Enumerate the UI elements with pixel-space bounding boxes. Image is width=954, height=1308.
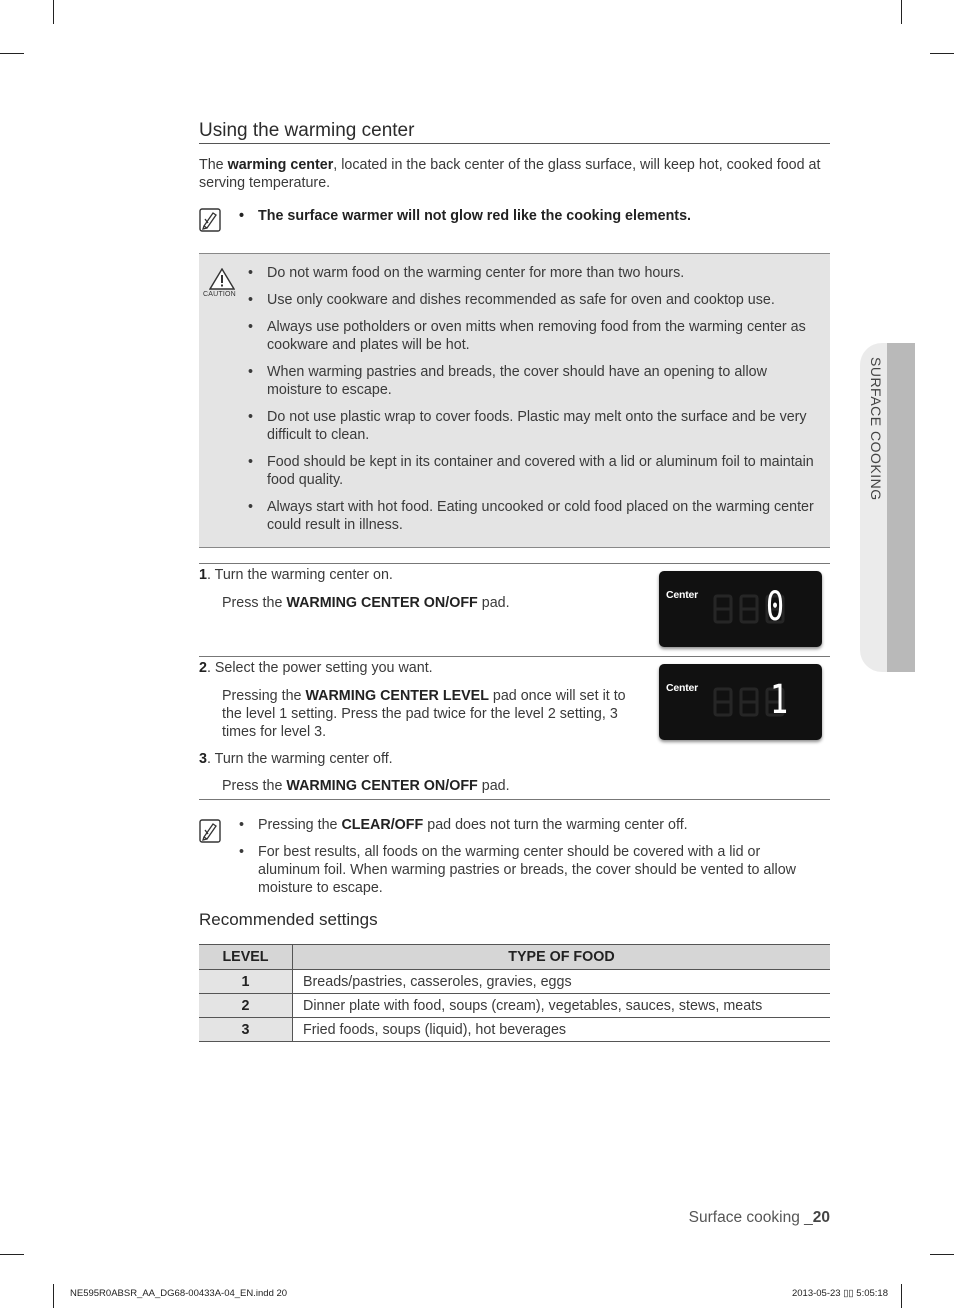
bullet: • bbox=[239, 208, 245, 224]
level-cell: 3 bbox=[199, 1018, 293, 1042]
step-detail-bold: WARMING CENTER ON/OFF bbox=[286, 595, 478, 611]
food-cell: Fried foods, soups (liquid), hot beverages bbox=[293, 1018, 831, 1042]
step-detail-text: pad. bbox=[477, 595, 510, 611]
caution-item: • Always use potholders or oven mitts when removing food from the warming center as cookware and plates will be hot. bbox=[248, 318, 820, 354]
slug-file: NE595R0ABSR_AA_DG68-00433A-04_EN.indd 20 bbox=[70, 1288, 288, 1299]
crop-mark bbox=[930, 53, 954, 54]
display-digit: 1 bbox=[770, 677, 789, 723]
intro-text: The bbox=[199, 157, 228, 173]
column-header-food: TYPE OF FOOD bbox=[293, 945, 831, 970]
intro-text-rest: , located in the back center of the glass surface, will keep hot, cooked food at serving temperature. bbox=[199, 157, 821, 191]
note-text: pad does not turn the warming center off. bbox=[423, 817, 688, 833]
caution-item: • Do not use plastic wrap to cover foods. Plastic may melt onto the surface and be very difficult to clean. bbox=[248, 408, 820, 444]
step-rule bbox=[199, 656, 830, 657]
display-label: Center bbox=[666, 682, 699, 694]
recommended-heading: Recommended settings bbox=[199, 910, 378, 929]
step-2-detail bbox=[199, 687, 644, 741]
step-rule bbox=[199, 799, 830, 800]
step-detail-bold: WARMING CENTER LEVEL bbox=[305, 688, 489, 704]
crop-mark bbox=[0, 53, 24, 54]
caution-box bbox=[199, 253, 830, 548]
caution-label: CAUTION bbox=[203, 291, 236, 298]
step-detail-text: Pressing the bbox=[222, 688, 306, 704]
step-number: 3 bbox=[199, 751, 207, 767]
title-rule bbox=[199, 143, 830, 144]
page-footer bbox=[600, 1209, 830, 1227]
side-tab-label: SURFACE COOKING bbox=[868, 357, 884, 501]
column-header-level: LEVEL bbox=[199, 945, 293, 970]
step-2 bbox=[199, 659, 644, 741]
slug-date: 2013-05-23 ▯▯ 5:05:18 bbox=[791, 1288, 888, 1299]
step-title-text: . Turn the warming center off. bbox=[206, 751, 393, 767]
table-row bbox=[199, 970, 830, 994]
note-icon bbox=[199, 819, 221, 843]
level-cell: 1 bbox=[199, 970, 293, 994]
crop-mark bbox=[901, 1284, 902, 1308]
level-cell: 2 bbox=[199, 994, 293, 1018]
crop-mark bbox=[53, 1284, 54, 1308]
crop-mark bbox=[930, 1254, 954, 1255]
side-tab-strip bbox=[887, 343, 915, 672]
step-3-detail bbox=[199, 777, 699, 795]
display-ghost-digits bbox=[711, 593, 811, 627]
caution-item: • Do not warm food on the warming center for more than two hours. bbox=[248, 264, 820, 282]
step-1 bbox=[199, 566, 639, 612]
note-2-item: • For best results, all foods on the warming center should be covered with a lid or aluminum foil. When warming pastries or breads, the cover should be vented to allow moisture to escape. bbox=[239, 843, 809, 897]
note-text: Pressing the bbox=[258, 817, 342, 833]
note-icon bbox=[199, 208, 221, 232]
note-bold: CLEAR/OFF bbox=[341, 817, 424, 833]
page-title: Using the warming center bbox=[199, 120, 415, 141]
step-1-detail bbox=[199, 594, 639, 612]
intro-paragraph bbox=[199, 156, 830, 192]
display-label: Center bbox=[666, 589, 699, 601]
table-header-row bbox=[199, 945, 830, 970]
crop-mark bbox=[53, 0, 54, 24]
table-row bbox=[199, 1018, 830, 1042]
step-3 bbox=[199, 750, 699, 795]
step-1-title bbox=[199, 566, 639, 584]
caution-item: • Always start with hot food. Eating uncooked or cold food placed on the warming center could result in illness. bbox=[248, 498, 820, 534]
step-detail-bold: WARMING CENTER ON/OFF bbox=[286, 778, 478, 794]
step-detail-text: Press the bbox=[222, 595, 287, 611]
food-cell: Breads/pastries, casseroles, gravies, eggs bbox=[293, 970, 831, 994]
table-row bbox=[199, 994, 830, 1018]
note-1-text: The surface warmer will not glow red like the cooking elements. bbox=[258, 208, 691, 224]
display-panel-1 bbox=[659, 664, 822, 740]
caution-item: • Food should be kept in its container and covered with a lid or aluminum foil to maintain food quality. bbox=[248, 453, 820, 489]
step-title-text: . Turn the warming center on. bbox=[206, 567, 393, 583]
note-2-item bbox=[239, 816, 809, 834]
caution-list bbox=[248, 264, 820, 543]
caution-item: • When warming pastries and breads, the cover should have an opening to allow moisture to escape. bbox=[248, 363, 820, 399]
step-detail-text: pad once will set it to the level 1 setting. Press the pad twice for the level 2 setting, 3 times for level 3. bbox=[222, 688, 626, 740]
note-2-list bbox=[239, 816, 809, 906]
step-number: 1 bbox=[199, 567, 207, 583]
step-detail-text: pad. bbox=[477, 778, 510, 794]
step-number: 2 bbox=[199, 660, 207, 676]
caution-icon bbox=[209, 268, 235, 290]
display-ghost-digits bbox=[711, 686, 811, 720]
crop-mark bbox=[0, 1254, 24, 1255]
crop-mark bbox=[901, 0, 902, 24]
step-2-title bbox=[199, 659, 644, 677]
note-1-item bbox=[239, 207, 829, 225]
step-3-title bbox=[199, 750, 699, 768]
settings-table bbox=[199, 944, 830, 1042]
step-title-text: . Select the power setting you want. bbox=[206, 660, 433, 676]
display-digit: 0 bbox=[766, 584, 785, 630]
intro-bold: warming center bbox=[227, 157, 334, 173]
caution-item: • Use only cookware and dishes recommended as safe for oven and cooktop use. bbox=[248, 291, 820, 309]
food-cell: Dinner plate with food, soups (cream), vegetables, sauces, stews, meats bbox=[293, 994, 831, 1018]
step-rule bbox=[199, 563, 830, 564]
step-detail-text: Press the bbox=[222, 778, 287, 794]
display-panel-0 bbox=[659, 571, 822, 647]
page-number: 20 bbox=[812, 1209, 830, 1226]
footer-section: Surface cooking _ bbox=[688, 1209, 813, 1226]
